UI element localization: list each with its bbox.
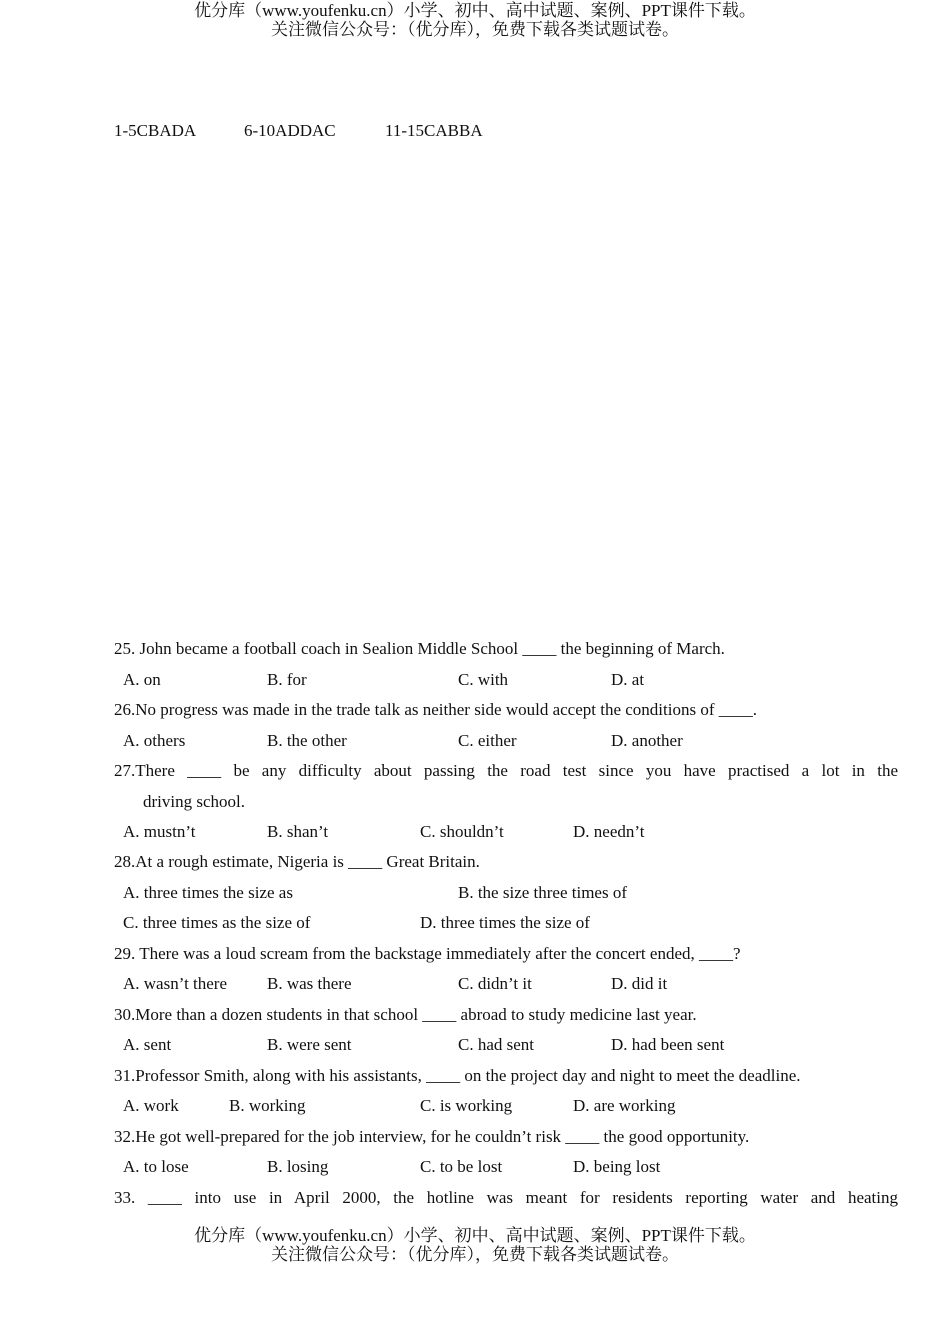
question-32-option-b: B. losing: [267, 1157, 329, 1176]
page-footer-line-2: 关注微信公众号：（优分库），免费下载各类试题试卷。: [271, 1245, 679, 1264]
page-header-line-2: 关注微信公众号：（优分库），免费下载各类试题试卷。: [271, 20, 679, 39]
question-28-option-c: C. three times as the size of: [123, 913, 311, 932]
question-28-option-b: B. the size three times of: [458, 883, 628, 902]
question-25-option-c: C. with: [458, 670, 509, 689]
question-31-option-d: D. are working: [573, 1096, 676, 1115]
question-27-option-c: C. shouldn’t: [420, 822, 504, 841]
answer-key-1-5: 1-5CBADA: [114, 121, 197, 140]
question-30-option-a: A. sent: [123, 1035, 172, 1054]
question-26-stem: 26.No progress was made in the trade talk as neither side would accept the conditions of ____.: [114, 700, 757, 719]
question-27-option-b: B. shan’t: [267, 822, 329, 841]
question-29-option-a: A. wasn’t there: [123, 974, 228, 993]
question-29-option-d: D. did it: [611, 974, 668, 993]
question-28-option-a: A. three times the size as: [123, 883, 293, 902]
question-28-option-d: D. three times the size of: [420, 913, 590, 932]
question-26-option-b: B. the other: [267, 731, 347, 750]
question-25-option-d: D. at: [611, 670, 645, 689]
question-32-option-d: D. being lost: [573, 1157, 661, 1176]
answer-key-6-10: 6-10ADDAC: [244, 121, 336, 140]
question-30-option-c: C. had sent: [458, 1035, 535, 1054]
page-footer-line-1: 优分库（www.youfenku.cn）小学、初中、高中试题、案例、PPT课件下载。: [194, 1226, 756, 1245]
question-30-stem: 30.More than a dozen students in that school ____ abroad to study medicine last year.: [114, 1005, 697, 1024]
question-26-option-d: D. another: [611, 731, 683, 750]
question-33-stem: 33. ____ into use in April 2000, the hotline was meant for residents reporting water and heating: [114, 1188, 898, 1207]
answer-key-11-15: 11-15CABBA: [385, 121, 483, 140]
question-25-option-a: A. on: [123, 670, 161, 689]
question-27-stem-line-2: driving school.: [143, 792, 245, 811]
question-32-stem: 32.He got well-prepared for the job interview, for he couldn’t risk ____ the good opportunity.: [114, 1127, 750, 1146]
question-31-option-c: C. is working: [420, 1096, 513, 1115]
question-28-stem: 28.At a rough estimate, Nigeria is ____ Great Britain.: [114, 852, 480, 871]
question-32-option-a: A. to lose: [123, 1157, 189, 1176]
question-26-option-c: C. either: [458, 731, 517, 750]
question-27-stem-line-1: 27.There ____ be any difficulty about passing the road test since you have practised a lot in the: [114, 761, 898, 780]
question-29-option-b: B. was there: [267, 974, 352, 993]
question-29-stem: 29. There was a loud scream from the backstage immediately after the concert ended, ____?: [114, 944, 741, 963]
question-27-option-d: D. needn’t: [573, 822, 645, 841]
question-31-option-a: A. work: [123, 1096, 179, 1115]
question-29-option-c: C. didn’t it: [458, 974, 532, 993]
question-25-stem: 25. John became a football coach in Sealion Middle School ____ the beginning of March.: [114, 639, 725, 658]
question-27-option-a: A. mustn’t: [123, 822, 196, 841]
question-30-option-b: B. were sent: [267, 1035, 352, 1054]
question-30-option-d: D. had been sent: [611, 1035, 725, 1054]
question-31-stem: 31.Professor Smith, along with his assistants, ____ on the project day and night to meet the deadline.: [114, 1066, 801, 1085]
question-26-option-a: A. others: [123, 731, 186, 750]
question-31-option-b: B. working: [229, 1096, 306, 1115]
page-header-line-1: 优分库（www.youfenku.cn）小学、初中、高中试题、案例、PPT课件下载。: [194, 1, 756, 20]
question-32-option-c: C. to be lost: [420, 1157, 503, 1176]
question-25-option-b: B. for: [267, 670, 307, 689]
